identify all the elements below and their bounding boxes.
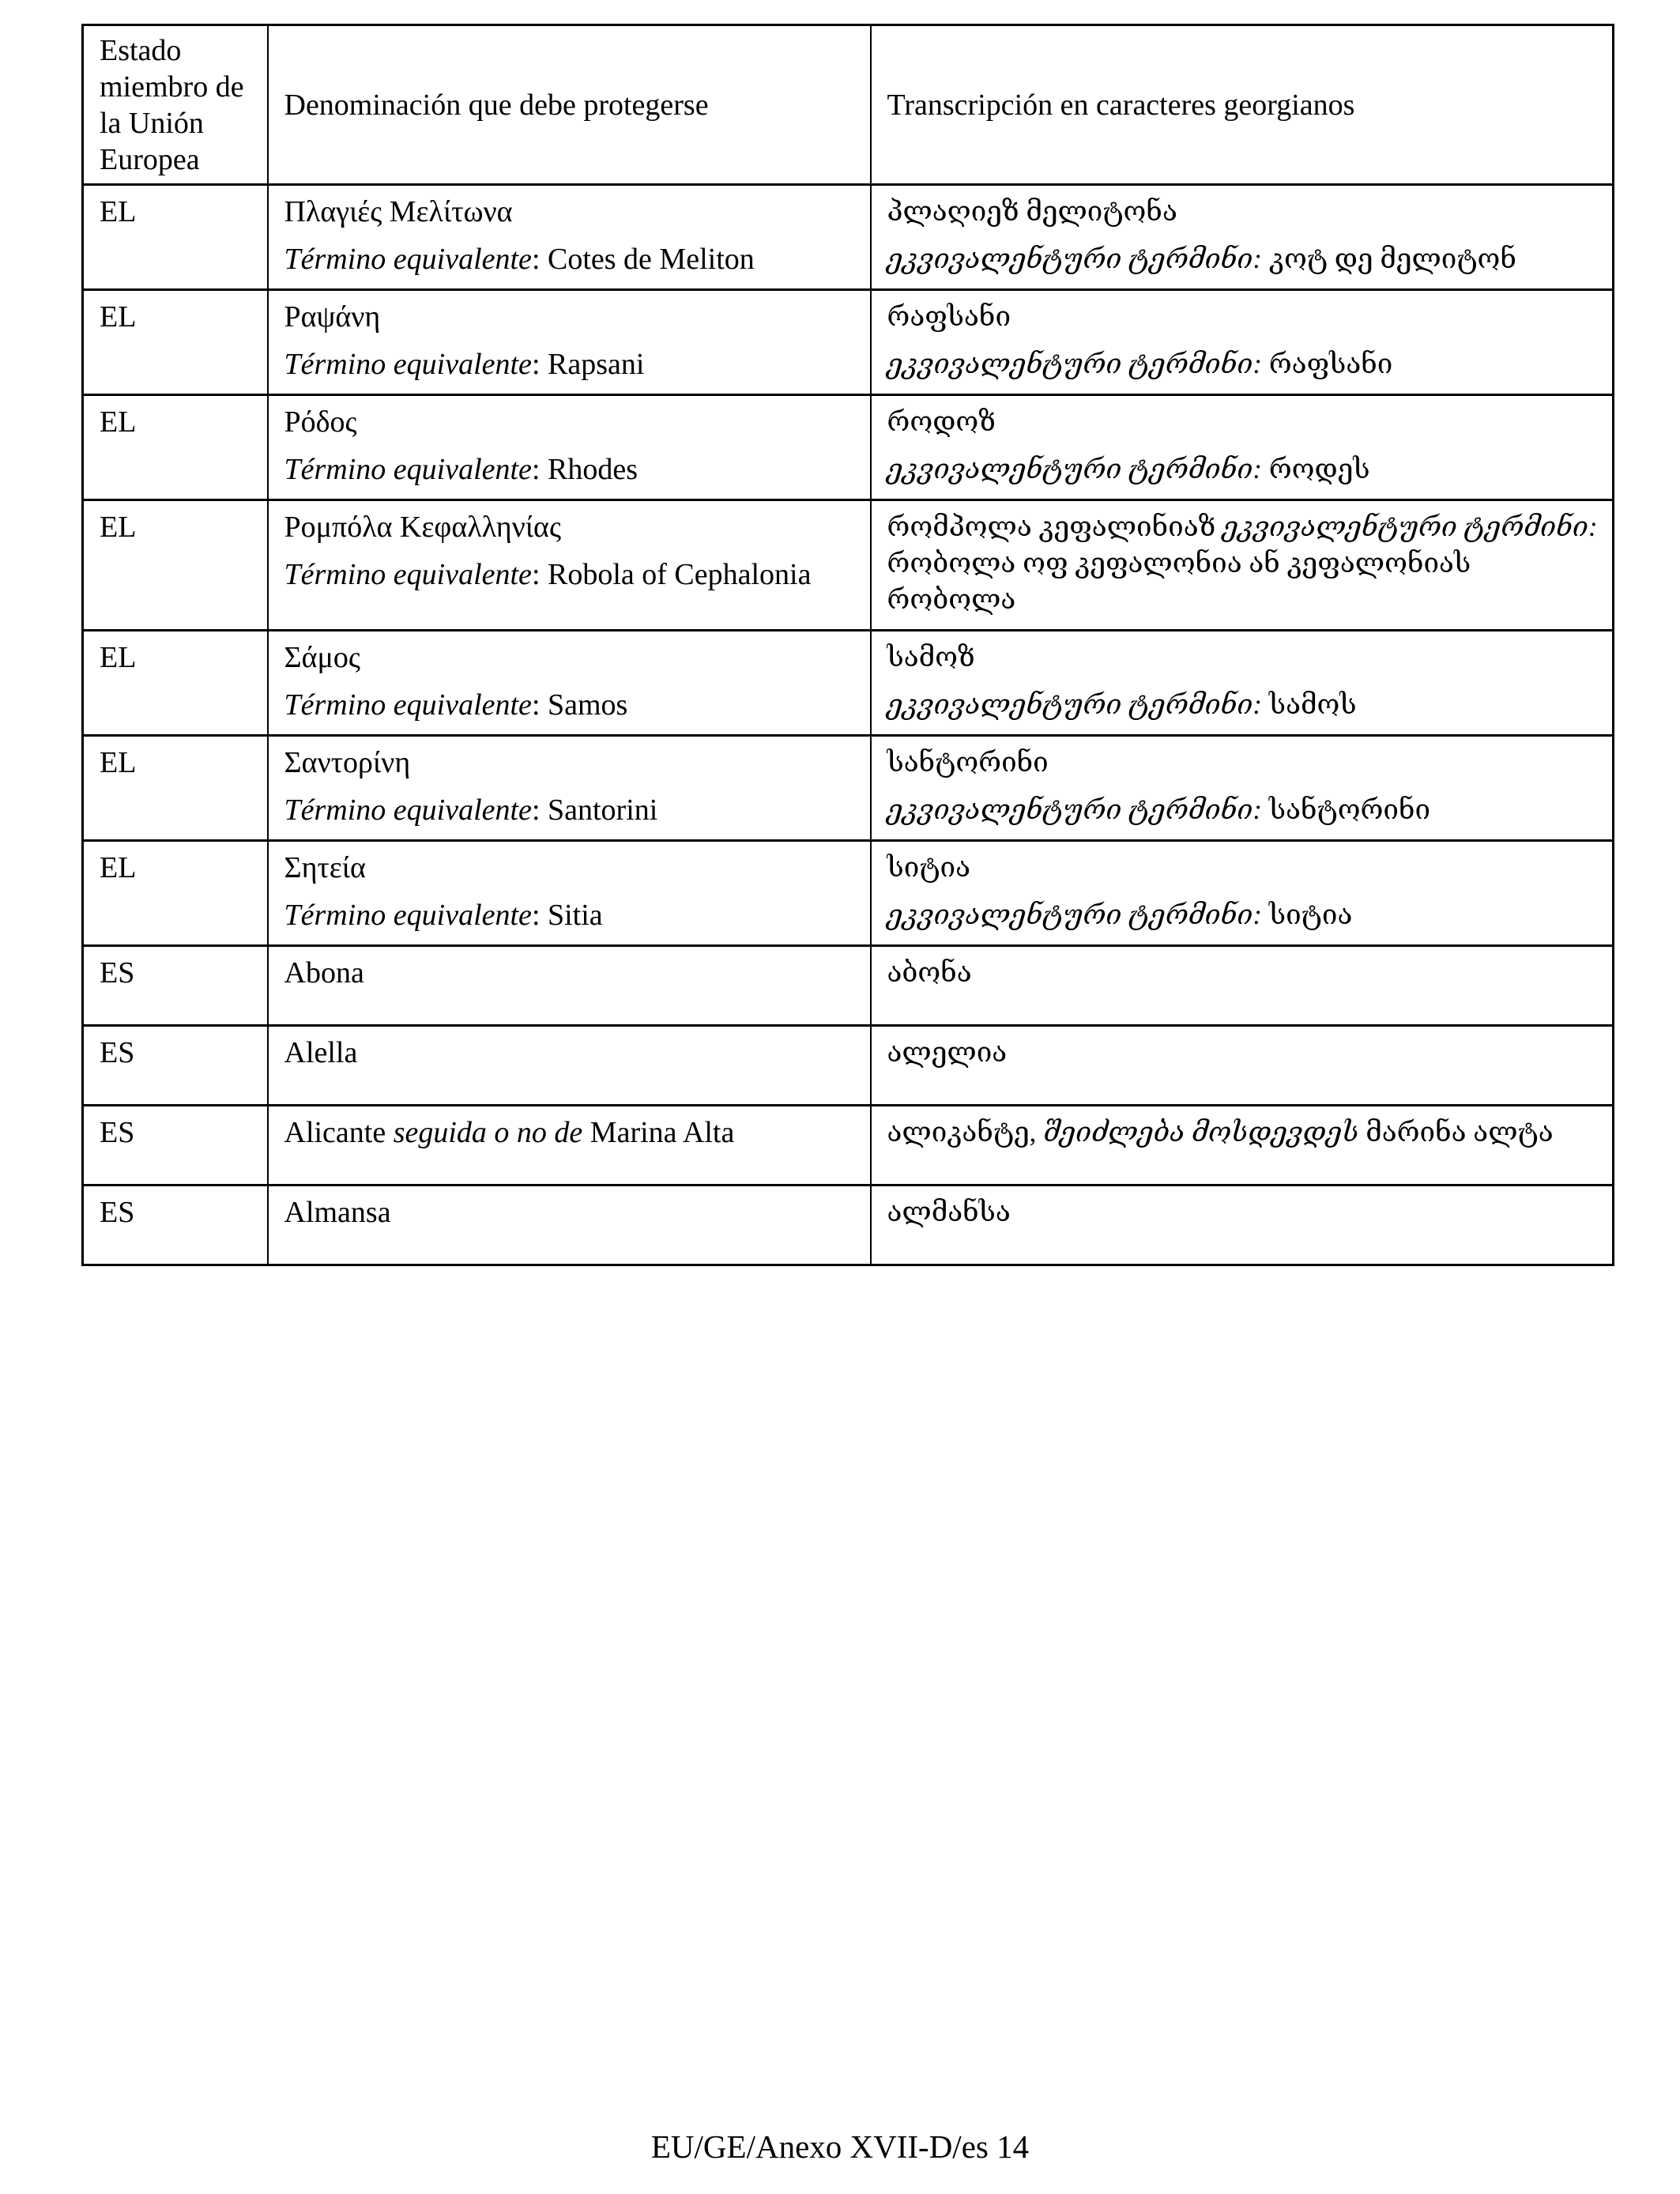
member-state-cell: EL: [83, 395, 268, 500]
cell-paragraph: [887, 687, 1600, 723]
text-segment: Σητεία: [284, 851, 366, 884]
cell-paragraph: [284, 955, 857, 991]
cell-paragraph: [284, 745, 857, 781]
text-segment: სამოს: [1262, 689, 1357, 720]
denomination-cell: [268, 290, 871, 395]
text-segment: სანტორინი: [1262, 794, 1431, 825]
cell-paragraph: [284, 346, 857, 383]
denomination-cell: [268, 1026, 871, 1106]
text-segment: ალმანსა: [887, 1197, 1011, 1227]
member-state-cell: EL: [83, 631, 268, 736]
denomination-cell: [268, 841, 871, 946]
member-state-cell: EL: [83, 841, 268, 946]
cell-paragraph: [284, 451, 857, 488]
cell-paragraph: [284, 792, 857, 828]
italic-text-segment: ეკვივალენტური ტერმინი:: [887, 454, 1263, 484]
cell-paragraph: [887, 346, 1600, 383]
italic-text-segment: ეკვივალენტური ტერმინი:: [887, 349, 1263, 379]
denomination-cell: [268, 500, 871, 631]
italic-text-segment: Término equivalente: [284, 899, 532, 932]
text-segment: სიტია: [887, 852, 971, 883]
text-segment: : Rhodes: [531, 453, 638, 486]
member-state-cell: EL: [83, 736, 268, 841]
italic-text-segment: Término equivalente: [284, 558, 532, 591]
text-segment: : Rapsani: [531, 348, 645, 381]
italic-text-segment: seguida o no de: [393, 1116, 583, 1149]
text-segment: Ρομπόλα Κεφαλληνίας: [284, 511, 562, 544]
text-segment: Almansa: [284, 1196, 391, 1229]
transcription-cell: [871, 946, 1614, 1026]
member-state-cell: EL: [83, 290, 268, 395]
transcription-cell: [871, 1026, 1614, 1106]
italic-text-segment: ეკვივალენტური ტერმინი:: [887, 794, 1263, 825]
denomination-cell: [268, 946, 871, 1026]
transcription-cell: [871, 841, 1614, 946]
transcription-cell: [871, 500, 1614, 631]
transcription-cell: [871, 395, 1614, 500]
text-segment: აბონა: [887, 957, 972, 988]
member-state-cell: EL: [83, 185, 268, 290]
cell-paragraph: [887, 509, 1600, 618]
member-state-cell: ES: [83, 1026, 268, 1106]
italic-text-segment: ეკვივალენტური ტერმინი:: [887, 243, 1263, 274]
italic-text-segment: შეიძლება მოსდევდეს: [1043, 1117, 1359, 1148]
text-segment: : Robola of Cephalonia: [531, 558, 812, 591]
italic-text-segment: Término equivalente: [284, 794, 532, 827]
denomination-cell: [268, 631, 871, 736]
denomination-cell: [268, 1186, 871, 1265]
transcription-cell: [871, 185, 1614, 290]
member-state-cell: EL: [83, 500, 268, 631]
cell-paragraph: [284, 241, 857, 277]
cell-paragraph: [284, 1194, 857, 1231]
table-row: [83, 1186, 1614, 1265]
transcription-cell: [871, 736, 1614, 841]
text-segment: როდოზ: [887, 406, 996, 437]
text-segment: : Samos: [531, 688, 628, 722]
cell-paragraph: [887, 1035, 1600, 1071]
page-footer: EU/GE/Anexo XVII-D/es 14: [650, 2128, 1030, 2165]
cell-paragraph: [284, 299, 857, 335]
cell-paragraph: [887, 792, 1600, 828]
table-row: [83, 1106, 1614, 1186]
text-segment: რომპოლა კეფალინიაზ: [887, 511, 1223, 542]
text-segment: : Cotes de Meliton: [531, 243, 755, 276]
text-segment: სანტორინი: [887, 747, 1049, 778]
italic-text-segment: ეკვივალენტური ტერმინი:: [887, 899, 1263, 930]
cell-paragraph: [284, 687, 857, 723]
cell-paragraph: [887, 1114, 1600, 1151]
italic-text-segment: Término equivalente: [284, 688, 532, 722]
text-segment: Alicante: [284, 1116, 394, 1149]
table-row: [83, 1026, 1614, 1106]
denomination-cell: [268, 1106, 871, 1186]
cell-paragraph: [887, 745, 1600, 781]
table-body: [83, 185, 1614, 1265]
transcription-cell: [871, 290, 1614, 395]
header-denomination: Denominación que debe protegerse: [268, 25, 871, 185]
italic-text-segment: ეკვივალენტური ტერმინი:: [1222, 511, 1598, 542]
table-row: [83, 946, 1614, 1026]
cell-paragraph: [284, 639, 857, 676]
table-row: [83, 395, 1614, 500]
text-segment: მარინა ალტა: [1358, 1117, 1554, 1148]
denomination-cell: [268, 185, 871, 290]
cell-paragraph: [887, 1194, 1600, 1231]
text-segment: ალიკანტე,: [887, 1117, 1044, 1148]
table-row: [83, 290, 1614, 395]
text-segment: რობოლა ოფ კეფალონია ან კეფალონიას რობოლა: [887, 548, 1471, 615]
cell-paragraph: [284, 850, 857, 886]
header-member-state: Estado miembro de la Unión Europea: [83, 25, 268, 185]
text-segment: Ραψάνη: [284, 300, 381, 334]
text-segment: : Santorini: [531, 794, 658, 827]
italic-text-segment: Término equivalente: [284, 243, 532, 276]
cell-paragraph: [887, 241, 1600, 277]
cell-paragraph: [284, 404, 857, 440]
denomination-cell: [268, 395, 871, 500]
table-row: [83, 185, 1614, 290]
text-segment: Abona: [284, 956, 364, 990]
table-row: [83, 500, 1614, 631]
header-transcription: Transcripción en caracteres georgianos: [871, 25, 1614, 185]
text-segment: Alella: [284, 1036, 358, 1069]
cell-paragraph: [887, 194, 1600, 230]
cell-paragraph: [887, 404, 1600, 440]
cell-paragraph: [887, 955, 1600, 991]
text-segment: ალელია: [887, 1037, 1008, 1068]
cell-paragraph: [887, 299, 1600, 335]
cell-paragraph: [887, 451, 1600, 488]
table-row: [83, 631, 1614, 736]
member-state-cell: ES: [83, 1186, 268, 1265]
table-row: [83, 736, 1614, 841]
transcription-cell: [871, 1186, 1614, 1265]
text-segment: : Sitia: [531, 899, 603, 932]
denomination-cell: [268, 736, 871, 841]
member-state-cell: ES: [83, 946, 268, 1026]
protected-denominations-table: [81, 24, 1614, 1266]
italic-text-segment: Término equivalente: [284, 348, 532, 381]
member-state-cell: ES: [83, 1106, 268, 1186]
text-segment: სიტია: [1262, 899, 1353, 930]
text-segment: Πλαγιές Μελίτωνα: [284, 195, 513, 228]
text-segment: სამოზ: [887, 642, 975, 673]
italic-text-segment: ეკვივალენტური ტერმინი:: [887, 689, 1263, 720]
transcription-cell: [871, 1106, 1614, 1186]
cell-paragraph: [284, 1114, 857, 1151]
header-row: [83, 25, 1614, 185]
text-segment: Marina Alta: [582, 1116, 735, 1149]
italic-text-segment: Término equivalente: [284, 453, 532, 486]
text-segment: Σάμος: [284, 641, 360, 674]
text-segment: Σαντορίνη: [284, 746, 411, 779]
cell-paragraph: [887, 639, 1600, 676]
transcription-cell: [871, 631, 1614, 736]
text-segment: Ρόδος: [284, 405, 357, 439]
cell-paragraph: [887, 897, 1600, 933]
cell-paragraph: [284, 897, 857, 933]
cell-paragraph: [284, 194, 857, 230]
text-segment: რაფსანი: [1262, 349, 1393, 379]
text-segment: კოტ დე მელიტონ: [1262, 243, 1516, 274]
text-segment: პლაღიეზ მელიტონა: [887, 196, 1177, 227]
text-segment: როდეს: [1262, 454, 1370, 484]
cell-paragraph: [284, 1035, 857, 1071]
cell-paragraph: [284, 509, 857, 545]
cell-paragraph: [887, 850, 1600, 886]
text-segment: რაფსანი: [887, 301, 1011, 332]
cell-paragraph: [284, 556, 857, 593]
table-row: [83, 841, 1614, 946]
